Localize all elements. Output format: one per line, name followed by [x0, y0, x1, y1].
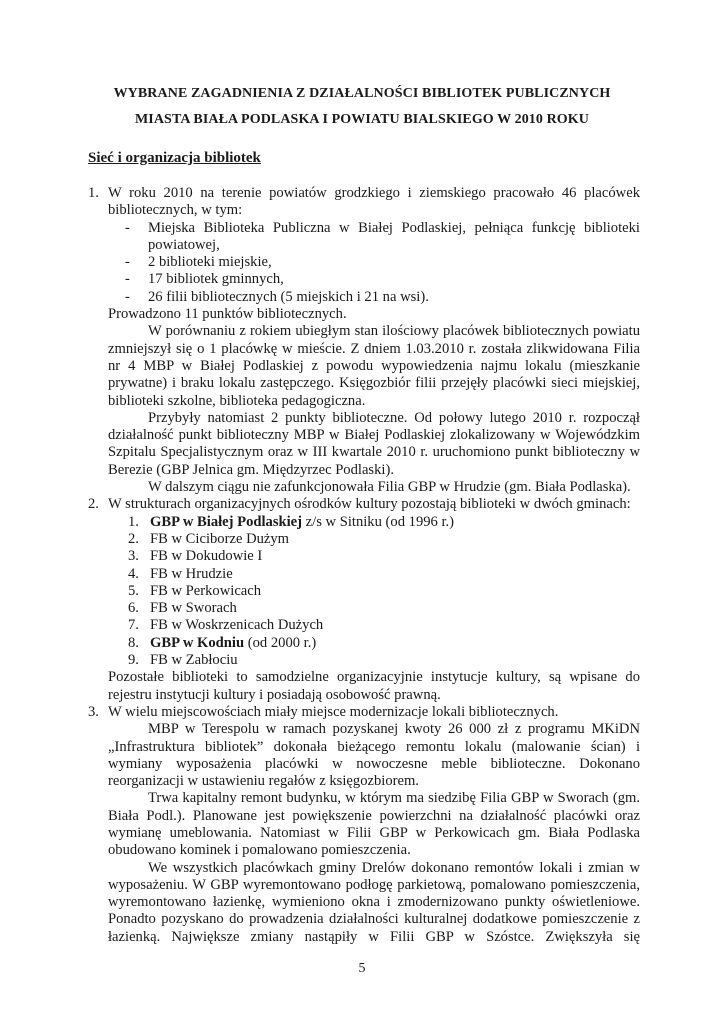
- library-detail: FB w Hrudzie: [150, 565, 233, 582]
- bullet-dash: -: [125, 288, 130, 305]
- text-line: 17 bibliotek gminnych,: [148, 271, 284, 288]
- library-name-bold: GBP w Białej Podlaskiej: [150, 513, 303, 530]
- text-line: zmniejszył się o 1 placówkę w mieście. Z dniem 1.03.2010 r. została zlikwidowana Filia: [108, 340, 640, 357]
- text-line: Prowadzono 11 punktów bibliotecznych.: [108, 306, 347, 323]
- text-line: wymiany wyposażenia placówki w nowoczesne meble biblioteczne. Dokonano: [108, 755, 640, 772]
- paragraph: [88, 860, 640, 946]
- paragraph: [88, 790, 640, 859]
- list-number: 1.: [128, 513, 139, 530]
- text-line: MBP w Terespolu w ramach pozyskanej kwoty 26 000 zł z programu MKiDN: [148, 721, 640, 738]
- library-detail: FB w Ciciborze Dużym: [150, 530, 290, 547]
- text-line: 2 biblioteki miejskie,: [148, 254, 272, 271]
- paragraph: [88, 479, 640, 496]
- library-detail: z/s w Sitniku (od 1996 r.): [302, 513, 455, 530]
- bullet-item: [88, 271, 640, 288]
- list-number: 7.: [128, 617, 139, 634]
- text-line: Ponadto pozyskano do prowadzenia działalności kulturalnej dodatkowe pomieszczenie z: [108, 911, 640, 928]
- text-line: prywatne) i braku lokalu zastępczego. Księgozbiór filii przejęły placówki sieci miejskiej,: [108, 375, 640, 392]
- text-line: Berezie (GBP Jelnica gm. Międzyrzec Podlaski).: [108, 461, 394, 478]
- text-line: wymianę umeblowania. Natomiast w Filii GBP w Perkowicach gm. Biała Podlaska: [108, 824, 640, 841]
- library-detail: FB w Sworach: [150, 600, 237, 617]
- text-line: W roku 2010 na terenie powiatów grodzkiego i ziemskiego pracowało 46 placówek: [108, 185, 640, 201]
- page-number: 5: [358, 961, 366, 976]
- text-line: „Infrastruktura bibliotek” dokonała bieżącego remontu lokalu (malowanie ścian) i: [108, 738, 640, 755]
- library-detail: FB w Zabłociu: [150, 652, 238, 669]
- text-line: nr 4 MBP w Białej Podlaskiej z powodu wypowiedzenia najmu lokalu (mieszkanie: [108, 357, 640, 374]
- text-line: wyremontowano łazienkę, wymieniono okna i zmodernizowano punkty oświetleniowe.: [108, 894, 640, 911]
- text-line: bibliotecznych, w tym:: [108, 202, 243, 219]
- list-item-3: [88, 704, 640, 721]
- paragraph: [88, 410, 640, 479]
- library-list-item: [88, 583, 640, 600]
- text-line: łazienką. Największe zmiany nastąpiły w Filii GBP w Szóstce. Zwiększyła się: [108, 928, 640, 945]
- bullet-dash: -: [125, 271, 130, 288]
- bullet-dash: -: [125, 219, 130, 236]
- library-detail: FB w Perkowicach: [150, 582, 262, 599]
- list-number: 8.: [128, 634, 139, 651]
- document-title-line-2: MIASTA BIAŁA PODLASKA I POWIATU BIALSKIEGO W 2010 ROKU: [134, 112, 589, 127]
- library-detail: FB w Dokudowie I: [150, 548, 263, 565]
- paragraph: [88, 721, 640, 790]
- library-list-item: [88, 548, 640, 565]
- library-list-item: [88, 531, 640, 548]
- library-list-item: [88, 652, 640, 669]
- text-line: We wszystkich placówkach gminy Drelów dokonano remontów lokali i zmian w: [148, 859, 640, 876]
- list-item-1: [88, 185, 640, 220]
- text-line: biblioteki szkolne, biblioteka pedagogiczna.: [108, 392, 366, 409]
- text-line: Pozostałe biblioteki to samodzielne organizacyjnie instytucje kultury, są wpisane do: [108, 669, 640, 686]
- bullet-item: [88, 289, 640, 306]
- text-line: W wielu miejscowościach miały miejsce modernizacje lokali bibliotecznych.: [108, 703, 559, 720]
- list-number: 9.: [128, 652, 139, 669]
- text-line: Szpitalu Specjalistycznym oraz w III kwartale 2010 r. uruchomiono punkt biblioteczny w: [108, 444, 640, 461]
- item-number: 1.: [88, 185, 99, 201]
- text-line: Przybyły natomiast 2 punkty biblioteczne. Od połowy lutego 2010 r. rozpoczął: [148, 409, 640, 426]
- text-line: rejestru instytucji kultury i posiadają osobowość prawną.: [108, 686, 441, 703]
- text-line: powiatowej,: [148, 236, 220, 253]
- text-line: W porównaniu z rokiem ubiegłym stan ilościowy placówek bibliotecznych powiatu: [148, 323, 640, 340]
- item-number: 3.: [88, 703, 99, 720]
- text-line: działalność punkt biblioteczny MBP w Białej Podlaskiej zlokalizowany w Wojewódzkim: [108, 427, 640, 444]
- text-line: Miejska Biblioteka Publiczna w Białej Podlaskiej, pełniąca funkcję biblioteki: [148, 219, 640, 236]
- list-number: 3.: [128, 548, 139, 565]
- text-line: Biała Podl.). Planowane jest powiększenie powierzchni na działalność placówki oraz: [108, 807, 640, 824]
- bullet-item: [88, 220, 640, 255]
- list-number: 5.: [128, 582, 139, 599]
- text-line: reorganizacji w ustawieniu regałów z księgozbiorem.: [108, 773, 419, 790]
- text-line: W strukturach organizacyjnych ośrodków kultury pozostają biblioteki w dwóch gminach:: [108, 496, 631, 513]
- list-number: 2.: [128, 530, 139, 547]
- text-line: obudowano kominek i pomalowano pomieszczenia.: [108, 842, 411, 859]
- text-line: W dalszym ciągu nie zafunkcjonowała Filia GBP w Hrudzie (gm. Biała Podlaska).: [148, 479, 631, 496]
- library-detail: FB w Woskrzenicach Dużych: [150, 617, 324, 634]
- library-list-item: [88, 635, 640, 652]
- list-number: 6.: [128, 600, 139, 617]
- item-number: 2.: [88, 496, 99, 513]
- list-number: 4.: [128, 565, 139, 582]
- list-item-2: [88, 496, 640, 513]
- library-list-item: [88, 617, 640, 634]
- text-line: wyposażeniu. W GBP wyremontowano podłogę parkietową, pomalowano pomieszczenia,: [108, 876, 640, 893]
- document-title-line-1: WYBRANE ZAGADNIENIA Z DZIAŁALNOŚCI BIBLIOTEK PUBLICZNYCH: [113, 86, 611, 101]
- library-list-item: [88, 600, 640, 617]
- paragraph: [88, 669, 640, 704]
- document-body: [88, 185, 640, 946]
- text-line: 26 filii bibliotecznych (5 miejskich i 21 na wsi).: [148, 288, 429, 305]
- paragraph: [88, 323, 640, 409]
- bullet-dash: -: [125, 254, 130, 271]
- section-heading: Sieć i organizacja bibliotek: [88, 150, 261, 166]
- library-name-bold: GBP w Kodniu: [150, 634, 245, 651]
- library-list-item: [88, 514, 640, 531]
- bullet-item: [88, 254, 640, 271]
- library-detail: (od 2000 r.): [244, 634, 317, 651]
- text-line: Trwa kapitalny remont budynku, w którym ma siedzibę Filia GBP w Sworach (gm.: [148, 790, 640, 807]
- library-list-item: [88, 566, 640, 583]
